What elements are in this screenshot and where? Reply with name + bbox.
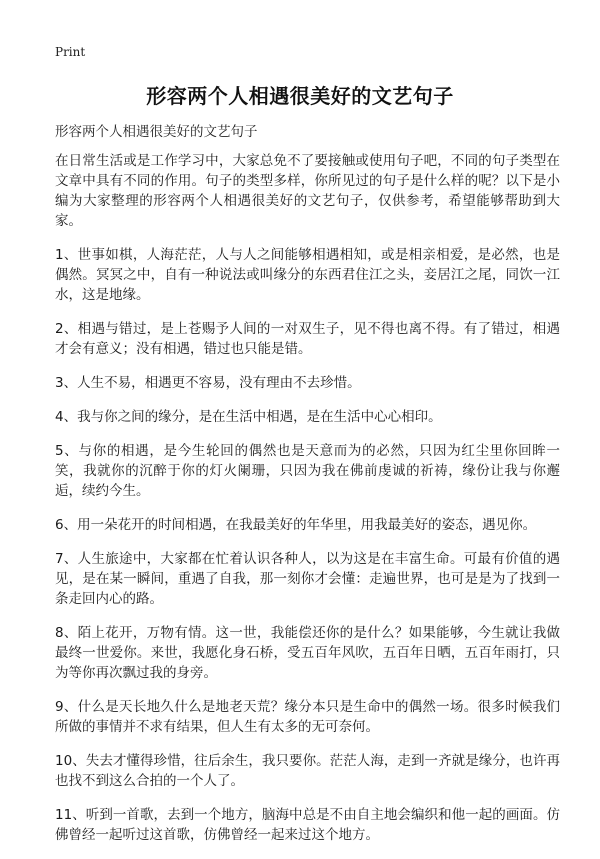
- sentence-item-7: 7、人生旅途中，大家都在忙着认识各种人，以为这是在丰富生命。可最有价值的遇见，是在某一瞬间，重遇了自我，那一刻你才会懂：走遍世界，也可是是为了找到一条走回内心的路。: [55, 551, 560, 607]
- sentence-item-11: 11、听到一首歌，去到一个地方，脑海中总是不由自主地会编织和他一起的画面。仿佛曾经一起听过这首歌，仿佛曾经一起来过这个地方。: [55, 807, 560, 843]
- document-title: 形容两个人相遇很美好的文艺句子: [146, 84, 454, 108]
- sentence-item-9: 9、什么是天长地久什么是地老天荒？缘分本只是生命中的偶然一场。很多时候我们所做的事情并不求有结果，但人生有太多的无可奈何。: [55, 699, 560, 735]
- intro-paragraph: 在日常生活或是工作学习中，大家总免不了要接触或使用句子吧，不同的句子类型在文章中具有不同的作用。句子的类型多样，你所见过的句子是什么样的呢？以下是小编为大家整理的形容两个人相遇很美好的文艺句子，仅供参考，希望能够帮助到大家。: [55, 153, 560, 229]
- sentence-item-5: 5、与你的相遇，是今生轮回的偶然也是天意而为的必然，只因为红尘里你回眸一笑，我就你的沉醉于你的灯火阑珊，只因为我在佛前虔诚的祈祷，缘份让我与你邂逅，续约今生。: [55, 443, 560, 499]
- sentence-item-4: 4、我与你之间的缘分，是在生活中相遇，是在生活中心心相印。: [55, 409, 442, 425]
- sentence-item-1: 1、世事如棋，人海茫茫，人与人之间能够相遇相知，或是相亲相爱，是必然，也是偶然。冥冥之中，自有一种说法或叫缘分的东西君住江之头，妾居江之尾，同饮一江水，这是地缘。: [55, 247, 560, 303]
- sentence-item-10: 10、失去才懂得珍惜，往后余生，我只要你。茫茫人海，走到一齐就是缘分，也许再也找不到这么合拍的一个人了。: [55, 753, 560, 789]
- sentence-item-3: 3、人生不易，相遇更不容易，没有理由不去珍惜。: [55, 375, 361, 391]
- document-subtitle: 形容两个人相遇很美好的文艺句子: [55, 124, 258, 140]
- sentence-item-8: 8、陌上花开，万物有情。这一世，我能偿还你的是什么？如果能够，今生就让我做最终一世爱你。来世，我愿化身石桥，受五百年风吹，五百年日晒，五百年雨打，只为等你再次飘过我的身旁。: [55, 625, 560, 681]
- sentence-item-2: 2、相遇与错过，是上苍赐予人间的一对双生子，见不得也离不得。有了错过，相遇才会有意义；没有相遇，错过也只能是错。: [55, 321, 560, 357]
- print-link[interactable]: Print: [55, 45, 86, 59]
- article-body: [55, 151, 560, 859]
- sentence-item-6: 6、用一朵花开的时间相遇，在我最美好的年华里，用我最美好的姿态，遇见你。: [55, 517, 537, 533]
